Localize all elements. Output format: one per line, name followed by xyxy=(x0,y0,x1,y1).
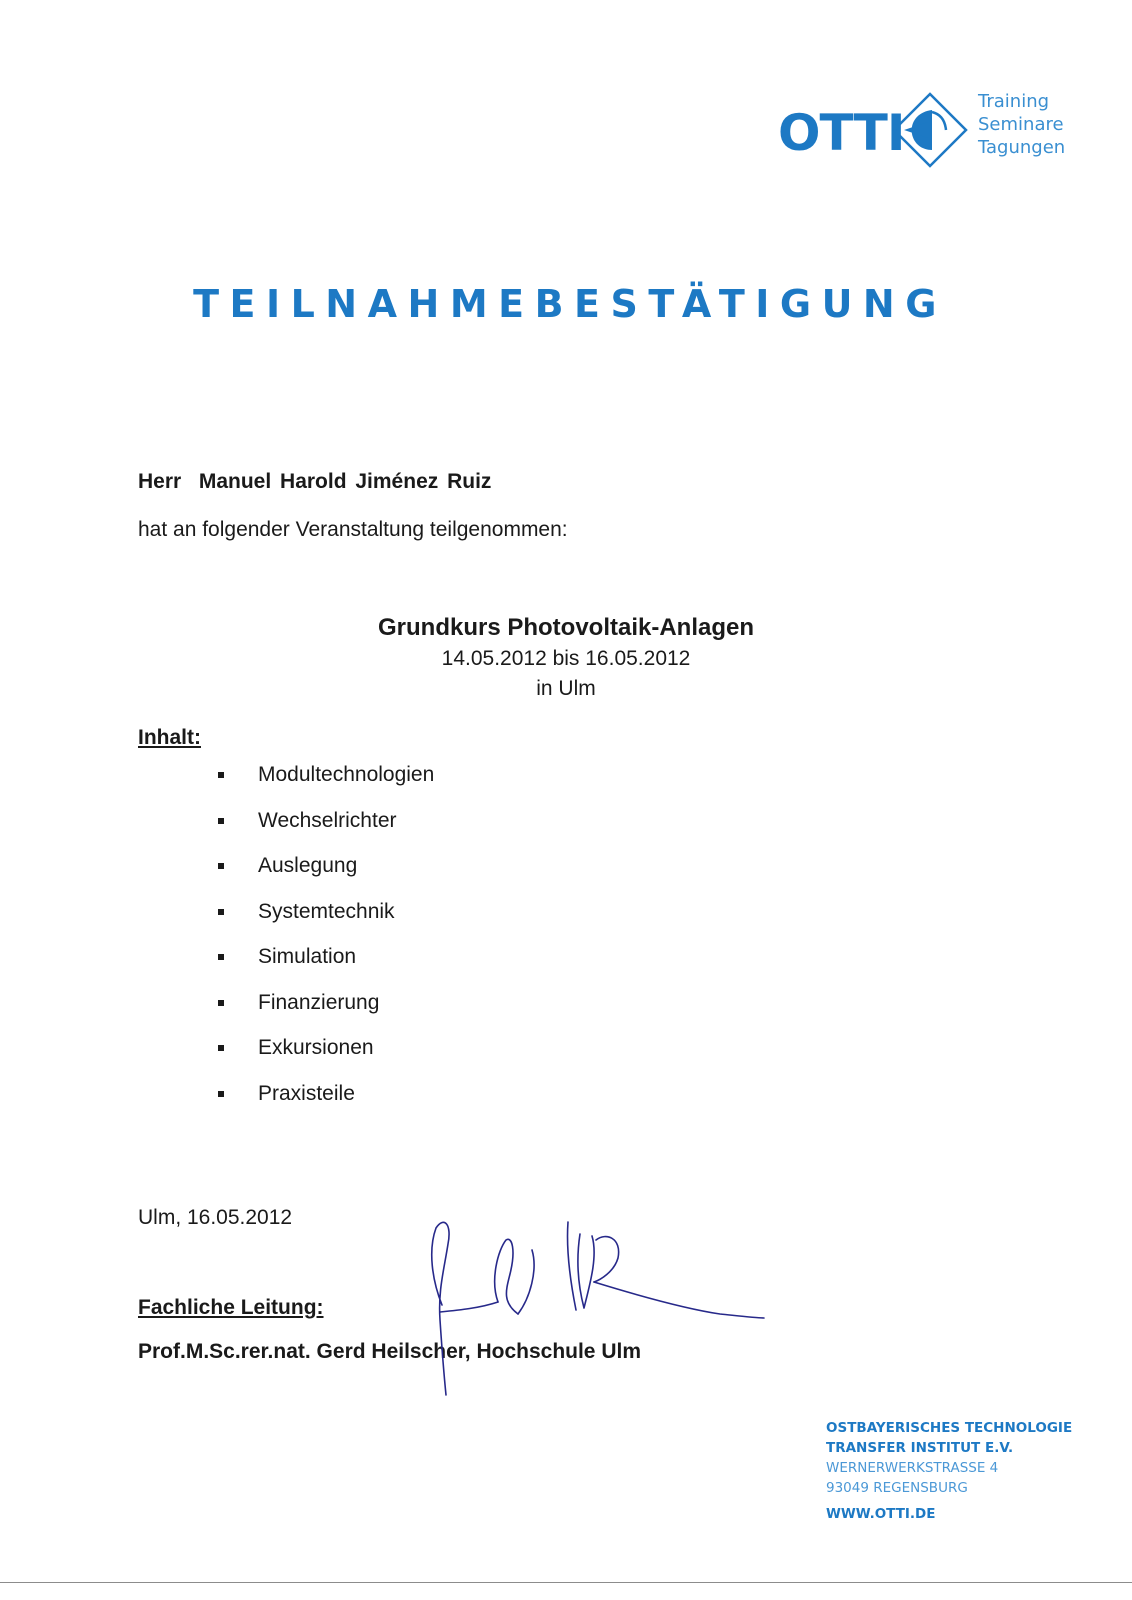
footer-line-2: TRANSFER INSTITUT E.V. xyxy=(826,1440,1014,1456)
footer-url: WWW.OTTI.DE xyxy=(826,1506,936,1522)
topic-label: Exkursionen xyxy=(258,1036,374,1059)
content-label: Inhalt: xyxy=(138,726,201,749)
intro-text: hat an folgender Veranstaltung teilgenommen: xyxy=(138,518,568,541)
bullet-icon xyxy=(218,909,224,915)
list-item xyxy=(216,988,434,1034)
tagline-tagungen: Tagungen xyxy=(978,137,1066,158)
list-item xyxy=(216,851,434,897)
topic-label: Auslegung xyxy=(258,854,358,877)
footer-city: 93049 REGENSBURG xyxy=(826,1480,968,1496)
bullet-icon xyxy=(218,954,224,960)
topic-label: Praxisteile xyxy=(258,1081,355,1105)
topic-list xyxy=(216,760,434,1124)
handwritten-signature xyxy=(380,1210,780,1410)
logo-wordmark: OTTI xyxy=(778,104,905,162)
footer-street: WERNERWERKSTRASSE 4 xyxy=(826,1460,999,1476)
list-item xyxy=(216,1079,434,1125)
topic-label: Wechselrichter xyxy=(258,808,397,832)
bullet-icon xyxy=(218,863,224,869)
topic-label: Systemtechnik xyxy=(258,899,395,923)
tagline-seminare: Seminare xyxy=(978,114,1064,135)
list-item xyxy=(216,942,434,988)
tagline-training: Training xyxy=(978,91,1050,112)
course-block xyxy=(0,614,1132,701)
course-name: Grundkurs Photovoltaik-Anlagen xyxy=(377,614,755,641)
topic-label: Finanzierung xyxy=(258,990,380,1014)
bullet-icon xyxy=(218,818,224,824)
course-place: in Ulm xyxy=(536,677,596,700)
list-item xyxy=(216,760,434,806)
list-item xyxy=(216,897,434,943)
logo-diamond-icon xyxy=(890,90,970,170)
bullet-icon xyxy=(218,772,224,778)
lead-label: Fachliche Leitung: xyxy=(138,1296,324,1319)
place-date: Ulm, 16.05.2012 xyxy=(138,1206,293,1229)
list-item xyxy=(216,1033,434,1079)
lead-name: Prof.M.Sc.rer.nat. Gerd Heilscher, Hochschule Ulm xyxy=(138,1340,641,1363)
bullet-icon xyxy=(218,1091,224,1097)
institute-footer xyxy=(826,1418,1072,1524)
bullet-icon xyxy=(218,1045,224,1051)
footer-line-1: OSTBAYERISCHES TECHNOLOGIE xyxy=(826,1420,1073,1436)
document-title: TEILNAHMEBESTÄTIGUNG xyxy=(193,282,947,326)
course-dates: 14.05.2012 bis 16.05.2012 xyxy=(441,647,691,670)
list-item xyxy=(216,806,434,852)
recipient-name: Herr Manuel Harold Jiménez Ruiz xyxy=(138,470,492,493)
topic-label: Modultechnologien xyxy=(258,763,435,786)
bullet-icon xyxy=(218,1000,224,1006)
bottom-divider xyxy=(0,1582,1132,1583)
logo-tagline xyxy=(978,90,1065,159)
otti-logo xyxy=(778,84,1078,170)
topic-label: Simulation xyxy=(258,945,357,968)
